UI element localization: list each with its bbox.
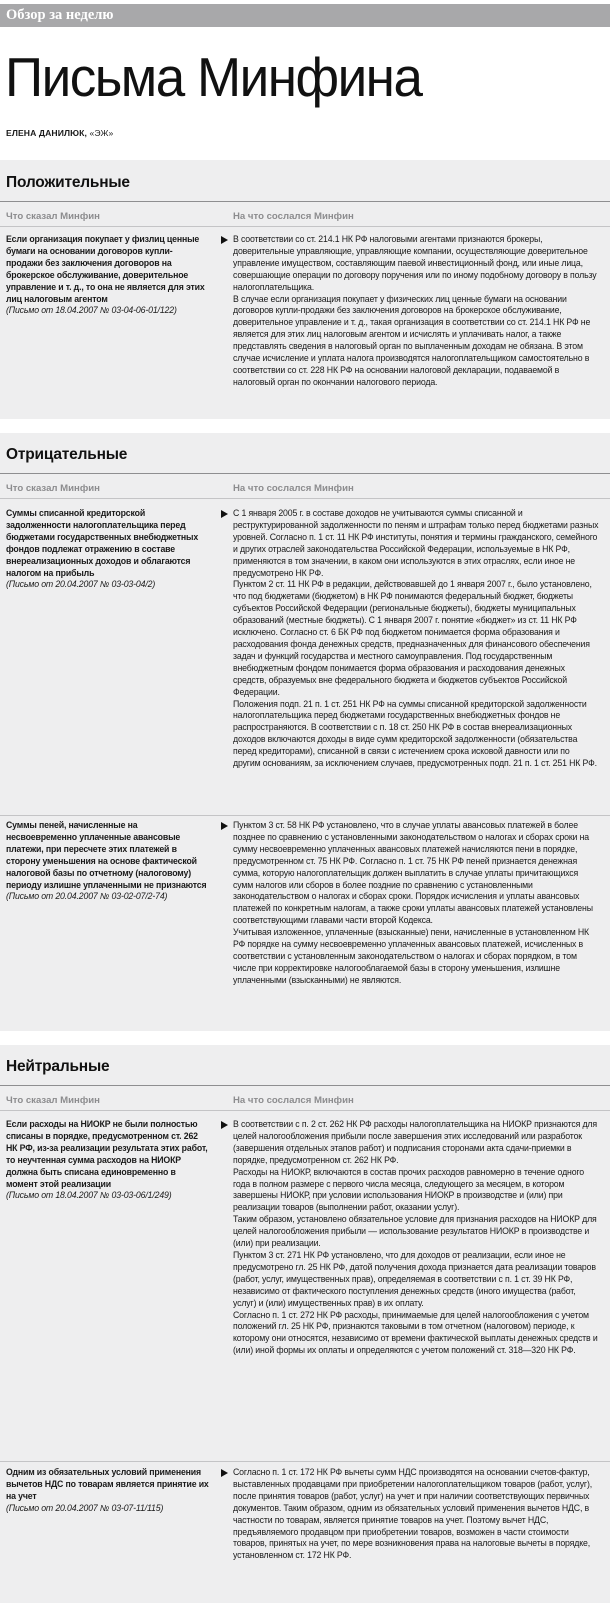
letter-summary-text: Суммы пеней, начисленные на несвоевременно уплаченные авансовые платежи, при пересчете этих платежей в сторону уменьшения на основе фактической налоговой базы по отчетному (налоговому) периоду излишне уплаченными не признаются — [6, 820, 207, 890]
letter-summary — [6, 1119, 209, 1202]
pointer-arrow-icon — [221, 510, 228, 518]
entry-divider — [0, 815, 610, 816]
explanation-paragraph: Положения подп. 21 п. 1 ст. 251 НК РФ на суммы списанной кредиторской задолженности налогоплательщика перед бюджетами государственных внебюджетных фондов не распространяются. В соответствии с п. 18 ст. 250 НК РФ в состав внереализационных доходов включаются доходы в виде сумм кредиторской задолженности (обязательства перед кредиторами), списанной в связи с истечением срока исковой давности или по другим основаниям, за исключением случаев, предусмотренных подп. 21 п. 1 ст. 251 НК РФ. — [233, 698, 597, 769]
section-positive — [0, 160, 610, 419]
rubric-bar — [0, 4, 610, 27]
letter-explanation — [233, 508, 599, 770]
section-title: Положительные — [6, 174, 130, 191]
section-neutral — [0, 1045, 610, 1603]
explanation-paragraph: Учитывая изложенное, уплаченные (взысканные) пени, начисленные в установленном НК РФ порядке на сумму несвоевременно уплаченных авансовых платежей, исчисленных в соответствии с установленным законодательством о налогах и сборах порядком, в том числе при корректировке налогооблагаемой базы в сторону уменьшения, излишне уплаченными (взысканными) не являются. — [233, 927, 590, 985]
letter-explanation — [233, 234, 599, 389]
byline — [6, 128, 113, 138]
letter-reference: (Письмо от 20.04.2007 № 03-02-07/2-74) — [6, 891, 168, 902]
explanation-paragraph: Таким образом, установлено обязательное условие для признания расходов на НИОКР для целей налогообложения прибыли — использование результатов НИОКР в производстве и (или) при реализации. — [233, 1214, 597, 1249]
pointer-arrow-icon — [221, 1469, 228, 1477]
explanation-paragraph: В случае если организация покупает у физических лиц ценные бумаги на основании договоров купли-продажи без заключения договоров на брокерское обслуживание, доверительное управление и т. д., такая организация в соответствии со ст. 214.1 НК РФ не является для этих лиц налоговым агентом и исчислять и уплачивать налог, а также представлять сведения в налоговый орган по выплаченным доходам не обязана. В этом случае исчисление и уплата налога производятся налогоплательщиком самостоятельно в соответствии со ст. 228 НК РФ на основании налоговой декларации, подаваемой в налоговый орган по окончании налогового периода. — [233, 293, 591, 387]
rubric-label: Обзор за неделю — [6, 7, 114, 23]
explanation-paragraph: С 1 января 2005 г. в составе доходов не учитываются суммы списанной и реструктурированной задолженности по пеням и штрафам только перед бюджетами разных уровней. Согласно п. 1 ст. 11 НК РФ институты, понятия и термины гражданского, семейного и других отраслей законодательства Российской Федерации, используемые в НК РФ, применяются в том значении, в каком они используются в этих отраслях, если иное не предусмотрено НК РФ. — [233, 508, 599, 578]
section-rule — [0, 1085, 610, 1086]
explanation-paragraph: В соответствии с п. 2 ст. 262 НК РФ расходы налогоплательщика на НИОКР признаются для целей налогообложения прибыли после завершения этих исследований или разработок (завершения отдельных этапов работ) и подписания сторонами акта сдачи-приемки в порядке, предусмотренном ст. 262 НК РФ. — [233, 1119, 597, 1165]
pointer-arrow-icon — [221, 236, 228, 244]
article-title: Письма Минфина — [5, 47, 422, 109]
letter-reference: (Письмо от 18.04.2007 № 03-04-06-01/122) — [6, 305, 177, 316]
letter-summary-text: Одним из обязательных условий применения вычетов НДС по товарам является принятие их на учет — [6, 1467, 209, 1501]
author-source: «ЭЖ» — [89, 128, 114, 138]
section-title: Отрицательные — [6, 446, 128, 463]
section-rule — [0, 473, 610, 474]
section-rule — [0, 201, 610, 202]
letter-reference: (Письмо от 20.04.2007 № 03-07-11/115) — [6, 1502, 164, 1513]
column-header-left: Что сказал Минфин — [6, 211, 100, 222]
pointer-arrow-icon — [221, 822, 228, 830]
letter-explanation — [233, 820, 599, 987]
explanation-paragraph: Пунктом 3 ст. 271 НК РФ установлено, что для доходов от реализации, если иное не предусмотрено гл. 25 НК РФ, датой получения дохода признается дата реализации товаров (работ, услуг, имущественных прав), определяемая в соответствии с п. 1 ст. 39 НК РФ, независимо от фактического поступления денежных средств (иного имущества (работ, услуг) и (или) имущественных прав) в их оплату. — [233, 1249, 596, 1308]
letter-explanation — [233, 1119, 599, 1357]
letter-summary-text: Если организация покупает у физлиц ценные бумаги на основании договоров купли-продажи без заключения договоров на брокерское обслуживание, доверительное управление и т. д., то она не является для этих лиц налоговым агентом — [6, 234, 205, 304]
column-header-left: Что сказал Минфин — [6, 483, 100, 494]
column-header-right: На что сослался Минфин — [233, 483, 354, 494]
explanation-paragraph: Пунктом 2 ст. 11 НК РФ в редакции, действовавшей до 1 января 2007 г., было установлено, что под бюджетами (бюджетом) в НК РФ понимаются федеральный бюджет, бюджеты субъектов Российской Федерации (региональные бюджеты), бюджеты муниципальных образований (местные бюджеты). С 1 января 2007 г. понятие «бюджет» из ст. 11 НК РФ исключено. Согласно ст. 6 БК РФ под бюджетом понимается форма образования и расходования фонда денежных средств, предназначенных для финансового обеспечения задач и функций государства и местного самоуправления. Под государственным внебюджетным фондом понимается форма образования и расходования денежных средств, образуемых вне федерального бюджета и бюджетов субъектов Российской Федерации. — [233, 579, 592, 697]
pointer-arrow-icon — [221, 1121, 228, 1129]
letter-summary — [6, 1467, 209, 1515]
letter-summary-text: Если расходы на НИОКР не были полностью списаны в порядке, предусмотренном ст. 262 НК РФ, из-за реализации результата этих работ, то неучтенная сумма расходов на НИОКР должна быть списана единовременно в момент этой реализации — [6, 1119, 208, 1189]
column-header-divider — [0, 498, 610, 499]
letter-reference: (Письмо от 20.04.2007 № 03-03-04/2) — [6, 579, 156, 590]
explanation-paragraph: Согласно п. 1 ст. 272 НК РФ расходы, принимаемые для целей налогообложения с учетом положений гл. 25 НК РФ, признаются таковыми в том отчетном (налоговом) периоде, к которому они относятся, независимо от времени фактической выплаты денежных средств и (или) иной формы их оплаты и определяются с учетом положений ст. 318—320 НК РФ. — [233, 1309, 598, 1356]
section-negative — [0, 433, 610, 1031]
explanation-paragraph: Согласно п. 1 ст. 172 НК РФ вычеты сумм НДС производятся на основании счетов-фактур, выставленных продавцами при приобретении налогоплательщиком товаров (работ, услуг), после принятия товаров (работ, услуг) на учет и при наличии соответствующих первичных документов. Таким образом, одним из обязательных условий применения вычетов НДС, в частности по товарам, является принятие товаров на учет. Поэтому вычет НДС, предъявляемого продавцом при приобретении товаров, возможен в части стоимости товаров, принятых на учет, по мере возникновения права на налоговые вычеты в порядке, установленном ст. 172 НК РФ. — [233, 1467, 593, 1561]
column-header-left: Что сказал Минфин — [6, 1095, 100, 1106]
letter-summary — [6, 234, 209, 317]
letter-explanation — [233, 1467, 599, 1562]
author-name: ЕЛЕНА ДАНИЛЮК, — [6, 128, 87, 138]
letter-summary-text: Суммы списанной кредиторской задолженности налогоплательщика перед бюджетами государственных внебюджетных фондов подлежат отражению в составе внереализационных доходов и облагаются налогом на прибыль — [6, 508, 199, 578]
explanation-paragraph: Пунктом 3 ст. 58 НК РФ установлено, что в случае уплаты авансовых платежей в более позднее по сравнению с установленными законодательством о налогах и сборах сроки на сумму несвоевременно уплаченных авансовых платежей начисляются пени в порядке, предусмотренном ст. 75 НК РФ. Согласно п. 1 ст. 75 НК РФ пеней признается денежная сумма, которую налогоплательщик должен выплатить в случае уплаты причитающихся сумм налогов или сборов в более поздние по сравнению с установленными законодательством о налогах и сборах сроки. Порядок исчисления и уплаты авансовых платежей по конкретным налогам, а также сроки уплаты авансовых платежей установлены соответствующими главами части второй Кодекса. — [233, 820, 593, 926]
explanation-paragraph: Расходы на НИОКР, включаются в состав прочих расходов равномерно в течение одного года в полном размере с первого числа месяца, следующего за месяцем, в котором завершены НИОКР, при условии использования НИОКР в производстве и (или) при реализации товаров (выполнении работ, оказании услуг). — [233, 1166, 584, 1213]
explanation-paragraph: В соответствии со ст. 214.1 НК РФ налоговыми агентами признаются брокеры, доверительные управляющие, управляющие компании, осуществляющие доверительное управление имуществом, составляющим паевой инвестиционный фонд, или иные лица, совершающие операции по договору поручения или по иному подобному договору в пользу налогоплательщика. — [233, 234, 597, 292]
letter-summary — [6, 820, 209, 903]
column-header-right: На что сослался Минфин — [233, 1095, 354, 1106]
letter-reference: (Письмо от 18.04.2007 № 03-03-06/1/249) — [6, 1190, 172, 1201]
letter-summary — [6, 508, 209, 591]
column-header-right: На что сослался Минфин — [233, 211, 354, 222]
section-title: Нейтральные — [6, 1058, 110, 1075]
column-header-divider — [0, 1110, 610, 1111]
column-header-divider — [0, 226, 610, 227]
entry-divider — [0, 1461, 610, 1462]
